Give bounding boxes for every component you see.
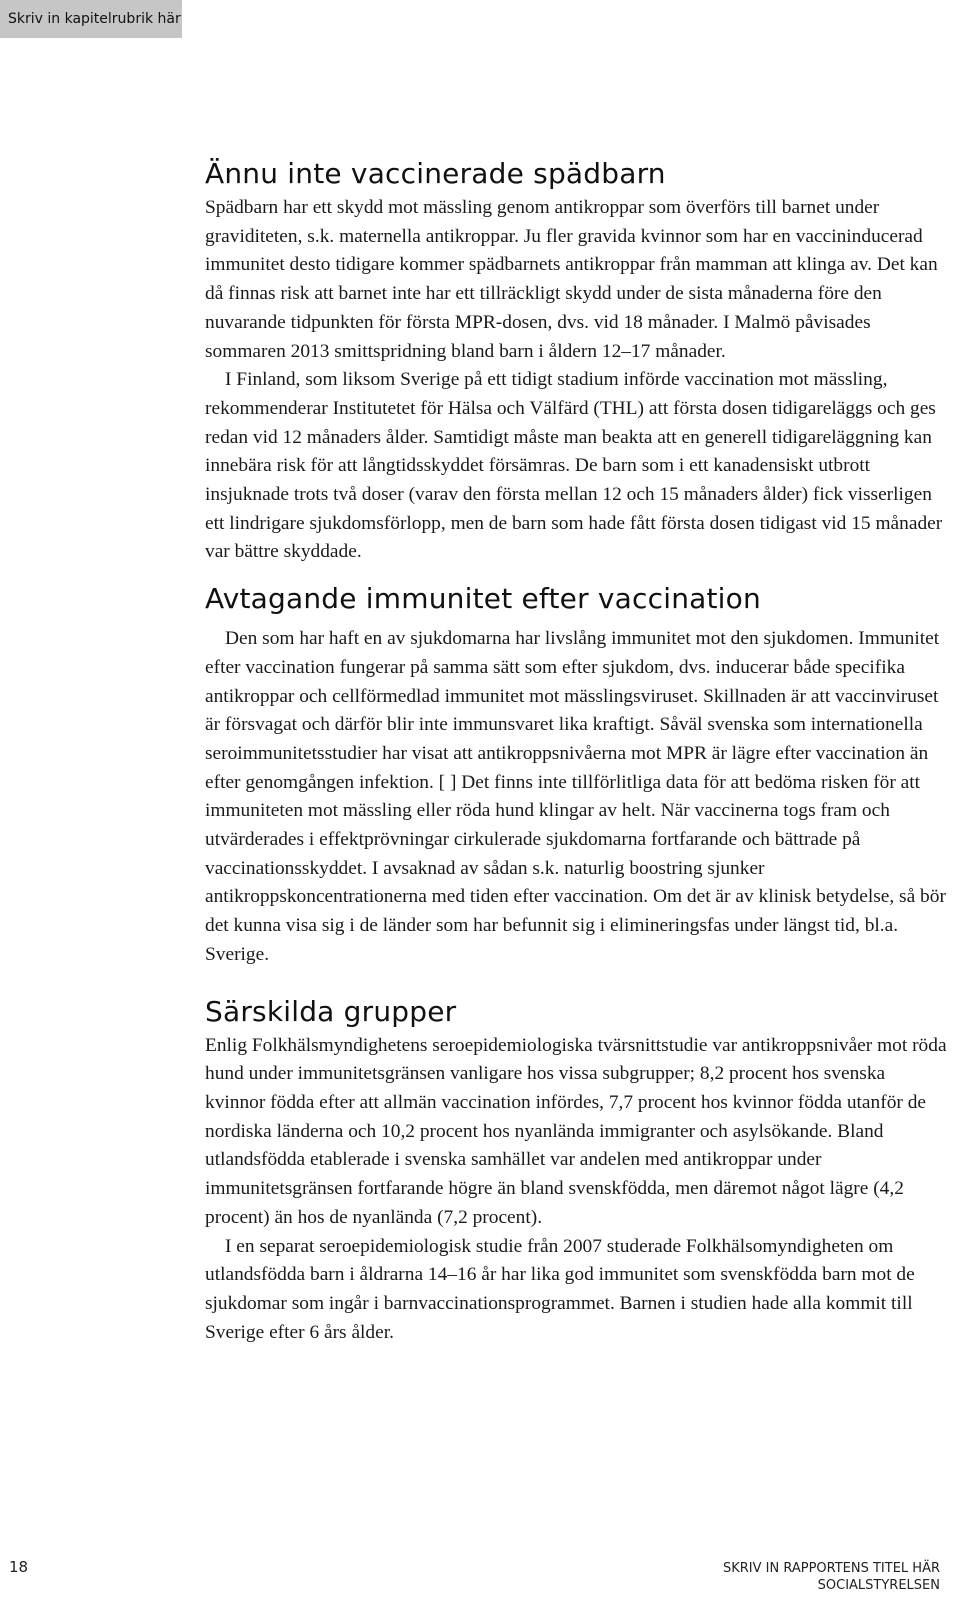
footer-report-info — [723, 1560, 940, 1594]
paragraph: I en separat seroepidemiologisk studie från 2007 studerade Folkhälsomyndigheten om utlandsfödda barn i åldrarna 14–16 år har lika god immunitet som svenskfödda barn mot de sjukdomar som ingår i barnvaccinationsprogrammet. Barnen i studien hade alla kommit till Sverige efter 6 års ålder. — [205, 1235, 915, 1343]
paragraph: I Finland, som liksom Sverige på ett tidigt stadium införde vaccination mot mässling, rekommenderar Institutetet för Hälsa och Välfärd (THL) att första dosen tidigareläggs och ges redan vid 12 månaders ålder. Samtidigt måste man beakta att en generell tidigareläggning kan innebära risk för att långtidsskyddet försämras. De barn som i ett kanadensiskt utbrott insjuknade trots två doser (varav den första mellan 12 och 15 månaders ålder) fick visserligen ett lindrigare sjukdomsförlopp, men de barn som hade fått första dosen tidigast vid 15 månader var bättre skyddade. — [205, 369, 943, 563]
paragraph: Den som har haft en av sjukdomarna har livslång immunitet mot den sjukdomen. Immunitet efter vaccination fungerar på samma sätt som efter sjukdom, dvs. inducerar både specifika antikroppar och cellförmedlad immunitet mot mässlingsviruset. Skillnaden är att vaccinviruset är försvagat och därför blir inte immunsvaret lika kraftigt. Såväl svenska som internationella seroimmunitetsstudier har visat att antikroppsnivåerna mot MPR är lägre efter vaccination än efter genomgången infektion. [ ] Det finns inte tillförlitliga data för att bedöma risken för att immuniteten mot mässling eller röda hund klingar av helt. När vaccinerna togs fram och utvärderades i effektprövningar cirkulerade sjukdomarna fortfarande och bättrade på vaccinationsskyddet. I avsaknad av sådan s.k. naturlig boostring sjunker antikroppskoncentrationerna med tiden efter vaccination. Om det är av klinisk betydelse, så bör det kunna visa sig i de länder som har befunnit sig i elimineringsfas under längst tid, bl.a. Sverige. — [205, 628, 946, 965]
paragraph: Enlig Folkhälsmyndighetens seroepidemiologiska tvärsnittstudie var antikroppsnivåer mot röda hund under immunitetsgränsen vanligare hos vissa subgrupper; 8,2 procent hos svenska kvinnor födda efter att allmän vaccination infördes, 7,7 procent hos kvinnor födda utanför de nordiska länderna och 10,2 procent hos nyanlända immigranter och asylsökande. Bland utlandsfödda etablerade i svenska samhället var andelen med antikroppar under immunitetsgränsen fortfarande högre än bland svenskfödda, men däremot något lägre (4,2 procent) än hos de nyanlända (7,2 procent). — [205, 1034, 947, 1228]
report-title: SKRIV IN RAPPORTENS TITEL HÄR — [722, 1561, 940, 1576]
paragraph: Spädbarn har ett skydd mot mässling genom antikroppar som överförs till barnet under graviditeten, s.k. maternella antikroppar. Ju fler gravida kvinnor som har en vaccininducerad immunitet desto tidigare kommer spädbarnets antikroppar från mamman att klinga av. Det kan då finnas risk att barnet inte har ett tillräckligt skydd under de sista månaderna före den nuvarande tidpunkten för första MPR-dosen, dvs. vid 18 månader. I Malmö påvisades sommaren 2013 smittspridning bland barn i åldern 12–17 månader. — [205, 197, 938, 362]
section-heading-special-groups: Särskilda grupper — [205, 994, 457, 1028]
section-heading-unvaccinated-infants: Ännu inte vaccinerade spädbarn — [205, 157, 666, 190]
main-content — [205, 148, 950, 1347]
publisher-name: SOCIALSTYRELSEN — [817, 1578, 940, 1593]
chapter-rubric-header: Skriv in kapitelrubrik här — [0, 0, 182, 38]
page-number: 18 — [9, 1558, 29, 1576]
section-heading-waning-immunity: Avtagande immunitet efter vaccination — [205, 582, 761, 616]
